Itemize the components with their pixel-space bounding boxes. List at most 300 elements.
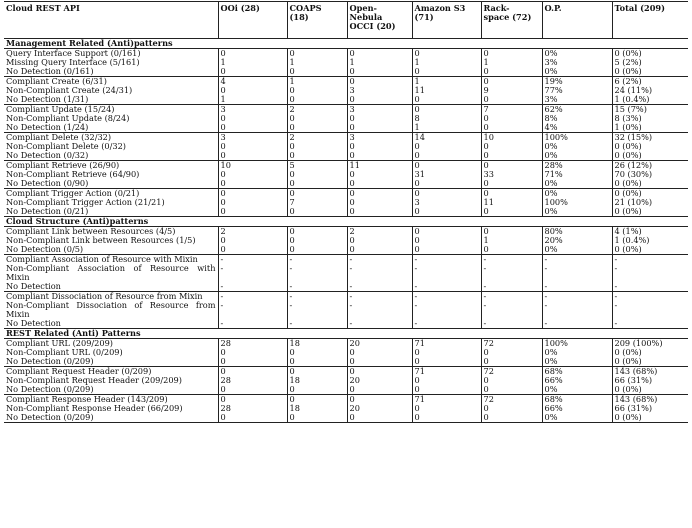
table-cell: 0 bbox=[347, 49, 412, 59]
table-cell: 0 bbox=[218, 123, 287, 133]
table-row bbox=[4, 236, 688, 245]
table-cell: 0 bbox=[481, 179, 542, 189]
table-cell: - bbox=[542, 301, 612, 319]
table-cell: 0% bbox=[542, 357, 612, 367]
table-cell: 0 bbox=[287, 114, 347, 123]
table-cell: 0 bbox=[218, 179, 287, 189]
table-cell: 2 bbox=[218, 227, 287, 237]
table-cell: 0 bbox=[218, 49, 287, 59]
table-cell: 143 (68%) bbox=[612, 395, 688, 405]
table-row bbox=[4, 170, 688, 179]
table-cell: 18 bbox=[287, 376, 347, 385]
row-label: No Detection bbox=[6, 318, 61, 328]
table-cell: 0 (0%) bbox=[612, 357, 688, 367]
table-cell: 24 (11%) bbox=[612, 86, 688, 95]
table-cell: 0 bbox=[218, 170, 287, 179]
column-header: O.P. bbox=[542, 2, 612, 39]
row-label: No Detection (1/24) bbox=[6, 122, 89, 132]
table-cell: - bbox=[218, 319, 287, 329]
table-cell: 0 bbox=[287, 236, 347, 245]
table-cell: 0 bbox=[481, 49, 542, 59]
table-cell: - bbox=[542, 255, 612, 265]
table-cell: 5 (2%) bbox=[612, 58, 688, 67]
table-cell: 71% bbox=[542, 170, 612, 179]
table-cell: 3 bbox=[412, 198, 481, 207]
table-cell: - bbox=[612, 319, 688, 329]
table-cell: 0 bbox=[347, 236, 412, 245]
table-cell: 0 bbox=[347, 95, 412, 105]
table-cell: 0 bbox=[481, 348, 542, 357]
table-cell: 0 bbox=[347, 198, 412, 207]
table-cell: 0 bbox=[347, 245, 412, 255]
row-label: Compliant Association of Resource with Mixin bbox=[4, 255, 218, 265]
row-label: Compliant URL (209/209) bbox=[6, 338, 113, 348]
row-label: No Detection (0/32) bbox=[6, 150, 89, 160]
table-cell: 28 bbox=[218, 376, 287, 385]
table-cell: 0 bbox=[347, 189, 412, 199]
table-cell: 1 bbox=[481, 236, 542, 245]
table-cell: 0 bbox=[481, 404, 542, 413]
table-cell: 0 bbox=[481, 67, 542, 77]
table-cell: 0 bbox=[481, 413, 542, 423]
table-cell: 71 bbox=[412, 395, 481, 405]
table-cell: 0 bbox=[412, 207, 481, 217]
row-label: Non-Compliant Response Header (66/209) bbox=[6, 403, 183, 413]
table-cell: 0 bbox=[287, 227, 347, 237]
section-title: REST Related (Anti) Patterns bbox=[4, 329, 688, 339]
table-cell: - bbox=[612, 255, 688, 265]
table-cell: 2 bbox=[287, 133, 347, 143]
row-label: Compliant Response Header (143/209) bbox=[4, 395, 218, 405]
table-cell: 0 bbox=[481, 385, 542, 395]
table-cell: - bbox=[287, 292, 347, 302]
table-cell: 0 bbox=[347, 367, 412, 377]
table-cell: 26 (12%) bbox=[612, 161, 688, 171]
table-cell: - bbox=[412, 319, 481, 329]
table-cell: - bbox=[287, 255, 347, 265]
row-label: Compliant Dissociation of Resource from Mixin bbox=[4, 292, 218, 302]
table-cell: 0 bbox=[287, 179, 347, 189]
table-cell: 209 (100%) bbox=[612, 339, 688, 349]
table-cell: 80% bbox=[542, 227, 612, 237]
table-cell: - bbox=[481, 319, 542, 329]
table-cell: 0 bbox=[218, 67, 287, 77]
table-cell: 143 (68%) bbox=[612, 367, 688, 377]
table-cell: 0% bbox=[542, 385, 612, 395]
table-cell: - bbox=[481, 282, 542, 292]
table-cell: 0 bbox=[412, 105, 481, 115]
table-cell: - bbox=[287, 301, 347, 319]
table-cell: 0 bbox=[347, 123, 412, 133]
table-cell: 0 bbox=[481, 161, 542, 171]
table-cell: - bbox=[287, 282, 347, 292]
table-cell: 0 bbox=[412, 67, 481, 77]
table-cell: 68% bbox=[542, 367, 612, 377]
table-header bbox=[4, 2, 688, 39]
table-cell: 1 bbox=[412, 77, 481, 87]
table-cell: 0 bbox=[347, 385, 412, 395]
table-cell: 0 bbox=[412, 95, 481, 105]
table-cell: 1 bbox=[287, 77, 347, 87]
table-cell: 1 (0.4%) bbox=[612, 236, 688, 245]
table-cell: 0 bbox=[218, 189, 287, 199]
table-cell: 72 bbox=[481, 339, 542, 349]
table-cell: 10 bbox=[481, 133, 542, 143]
table-cell: 100% bbox=[542, 339, 612, 349]
section-title: Cloud Structure (Anti)patterns bbox=[4, 217, 688, 227]
table-cell: 0 (0%) bbox=[612, 67, 688, 77]
table-cell: 0 bbox=[218, 151, 287, 161]
table-cell: 0 bbox=[481, 376, 542, 385]
row-label: No Detection (0/90) bbox=[6, 178, 89, 188]
table-cell: 0 bbox=[287, 348, 347, 357]
table-cell: 4% bbox=[542, 123, 612, 133]
row-label: No Detection (0/209) bbox=[4, 413, 218, 423]
table-cell: 0 (0%) bbox=[612, 413, 688, 423]
row-label: Non-Compliant Create (24/31) bbox=[6, 85, 133, 95]
table-row bbox=[4, 114, 688, 123]
table-cell: 0 bbox=[218, 348, 287, 357]
table-cell: 0 bbox=[412, 179, 481, 189]
row-label: Missing Query Interface (5/161) bbox=[6, 57, 140, 67]
row-label: Non-Compliant Update (8/24) bbox=[6, 113, 130, 123]
table-cell: 0 bbox=[218, 357, 287, 367]
table-cell: 11 bbox=[481, 198, 542, 207]
results-table-container bbox=[4, 1, 688, 423]
table-cell: 0% bbox=[542, 207, 612, 217]
table-cell: 0 bbox=[481, 77, 542, 87]
table-cell: 62% bbox=[542, 105, 612, 115]
row-label: Non-Compliant Trigger Action (21/21) bbox=[6, 197, 165, 207]
table-row bbox=[4, 58, 688, 67]
table-cell: 77% bbox=[542, 86, 612, 95]
row-label: Non-Compliant Dissociation of Resource from Mixin bbox=[6, 300, 216, 319]
table-cell: 3% bbox=[542, 95, 612, 105]
table-cell: 21 (10%) bbox=[612, 198, 688, 207]
table-cell: 3 bbox=[347, 105, 412, 115]
row-label: No Detection (0/209) bbox=[6, 384, 94, 394]
table-cell: 68% bbox=[542, 395, 612, 405]
table-cell: 0 bbox=[412, 404, 481, 413]
table-cell: - bbox=[218, 301, 287, 319]
table-cell: 14 bbox=[412, 133, 481, 143]
table-cell: 0% bbox=[542, 67, 612, 77]
table-cell: 0 bbox=[412, 49, 481, 59]
column-header: Amazon S3 (71) bbox=[412, 2, 481, 39]
table-cell: 100% bbox=[542, 133, 612, 143]
table-row bbox=[4, 404, 688, 413]
table-cell: 72 bbox=[481, 395, 542, 405]
table-cell: 0 (0%) bbox=[612, 49, 688, 59]
table-cell: 100% bbox=[542, 198, 612, 207]
table-cell: - bbox=[542, 282, 612, 292]
table-cell: - bbox=[287, 264, 347, 282]
table-cell: 0 bbox=[347, 67, 412, 77]
table-cell: 0 bbox=[218, 385, 287, 395]
table-cell: 3 bbox=[218, 105, 287, 115]
row-label: Compliant Update (15/24) bbox=[4, 105, 218, 115]
table-cell: - bbox=[612, 292, 688, 302]
table-cell: 0 bbox=[287, 245, 347, 255]
row-label: No Detection bbox=[6, 281, 61, 291]
table-cell: 0 bbox=[481, 151, 542, 161]
table-row bbox=[4, 413, 688, 423]
table-cell: - bbox=[412, 264, 481, 282]
row-label: Non-Compliant Link between Resources (1/5) bbox=[6, 235, 196, 245]
table-cell: 0 bbox=[412, 227, 481, 237]
table-cell: 5 bbox=[287, 161, 347, 171]
table-cell: 0 bbox=[412, 385, 481, 395]
table-cell: 1 bbox=[347, 58, 412, 67]
table-cell: - bbox=[347, 319, 412, 329]
table-cell: 11 bbox=[412, 86, 481, 95]
results-table bbox=[4, 1, 688, 423]
table-cell: 0 bbox=[347, 395, 412, 405]
table-cell: - bbox=[481, 264, 542, 282]
section-title: Management Related (Anti)patterns bbox=[4, 39, 688, 49]
section-header-row bbox=[4, 329, 688, 339]
table-cell: 0% bbox=[542, 245, 612, 255]
table-cell: 0% bbox=[542, 49, 612, 59]
table-row bbox=[4, 376, 688, 385]
table-cell: 0 (0%) bbox=[612, 385, 688, 395]
table-cell: 28 bbox=[218, 339, 287, 349]
table-cell: 2 bbox=[347, 227, 412, 237]
table-cell: 0 bbox=[412, 348, 481, 357]
column-header: Cloud REST API bbox=[4, 2, 218, 39]
table-cell: 0 bbox=[287, 49, 347, 59]
table-cell: 0 bbox=[218, 367, 287, 377]
column-header: Rack- space (72) bbox=[481, 2, 542, 39]
table-cell: 7 bbox=[287, 198, 347, 207]
row-label: Compliant Link between Resources (4/5) bbox=[6, 226, 176, 236]
table-cell: - bbox=[347, 292, 412, 302]
table-cell: 0 (0%) bbox=[612, 245, 688, 255]
table-cell: 0 bbox=[412, 142, 481, 151]
table-cell: 0 bbox=[412, 357, 481, 367]
table-row bbox=[4, 198, 688, 207]
table-cell: 20 bbox=[347, 404, 412, 413]
column-header: OOi (28) bbox=[218, 2, 287, 39]
table-cell: 2 bbox=[287, 105, 347, 115]
table-cell: 0% bbox=[542, 189, 612, 199]
table-cell: - bbox=[287, 319, 347, 329]
table-cell: - bbox=[481, 292, 542, 302]
table-cell: 0 bbox=[481, 114, 542, 123]
table-cell: 0 bbox=[347, 179, 412, 189]
table-cell: - bbox=[542, 292, 612, 302]
table-cell: - bbox=[481, 255, 542, 265]
table-cell: 0 bbox=[287, 142, 347, 151]
table-cell: - bbox=[412, 255, 481, 265]
table-cell: 9 bbox=[481, 86, 542, 95]
header-row bbox=[4, 2, 688, 39]
table-cell: 0 bbox=[481, 207, 542, 217]
table-cell: 0 (0%) bbox=[612, 151, 688, 161]
row-label: Compliant Trigger Action (0/21) bbox=[4, 189, 218, 199]
table-row bbox=[4, 86, 688, 95]
table-cell: 0 bbox=[218, 413, 287, 423]
table-cell: 0 bbox=[347, 357, 412, 367]
table-cell: 0 bbox=[218, 395, 287, 405]
table-cell: 28 bbox=[218, 404, 287, 413]
table-cell: 0 bbox=[412, 161, 481, 171]
row-label: Compliant Create (6/31) bbox=[4, 77, 218, 87]
table-cell: 66 (31%) bbox=[612, 376, 688, 385]
table-cell: 1 bbox=[218, 95, 287, 105]
table-cell: 0% bbox=[542, 151, 612, 161]
table-cell: 4 bbox=[218, 77, 287, 87]
table-cell: 0% bbox=[542, 413, 612, 423]
table-cell: 3% bbox=[542, 58, 612, 67]
table-cell: - bbox=[347, 282, 412, 292]
table-cell: 0 bbox=[218, 207, 287, 217]
table-cell: 8 bbox=[412, 114, 481, 123]
column-header: Total (209) bbox=[612, 2, 688, 39]
table-cell: 0 bbox=[287, 357, 347, 367]
column-header: Open- Nebula OCCI (20) bbox=[347, 2, 412, 39]
table-cell: 0% bbox=[542, 179, 612, 189]
table-cell: 15 (7%) bbox=[612, 105, 688, 115]
table-cell: 0 bbox=[287, 151, 347, 161]
table-cell: 18 bbox=[287, 404, 347, 413]
table-cell: 0 bbox=[481, 189, 542, 199]
table-cell: 0 bbox=[287, 67, 347, 77]
table-cell: 0 bbox=[287, 189, 347, 199]
table-cell: 1 bbox=[412, 123, 481, 133]
table-cell: - bbox=[347, 301, 412, 319]
row-label: Compliant Request Header (0/209) bbox=[4, 367, 218, 377]
table-cell: 0 bbox=[287, 207, 347, 217]
table-cell: 0 bbox=[481, 95, 542, 105]
table-cell: 0 bbox=[218, 198, 287, 207]
table-cell: 8 (3%) bbox=[612, 114, 688, 123]
table-cell: 1 bbox=[412, 58, 481, 67]
table-cell: - bbox=[412, 301, 481, 319]
table-cell: 1 (0%) bbox=[612, 123, 688, 133]
table-cell: - bbox=[481, 301, 542, 319]
table-cell: 0 bbox=[347, 114, 412, 123]
table-cell: 20 bbox=[347, 376, 412, 385]
table-cell: 3 bbox=[347, 133, 412, 143]
table-cell: 0 bbox=[287, 95, 347, 105]
row-label: No Detection (0/209) bbox=[6, 356, 94, 366]
table-cell: 0 bbox=[287, 123, 347, 133]
row-label: Non-Compliant Retrieve (64/90) bbox=[6, 169, 140, 179]
table-cell: - bbox=[542, 319, 612, 329]
table-cell: 20% bbox=[542, 236, 612, 245]
table-cell: - bbox=[412, 292, 481, 302]
table-cell: 10 bbox=[218, 161, 287, 171]
table-cell: 3 bbox=[218, 133, 287, 143]
column-header: COAPS (18) bbox=[287, 2, 347, 39]
table-cell: 0% bbox=[542, 348, 612, 357]
table-cell: 0 bbox=[412, 413, 481, 423]
table-cell: 0 bbox=[481, 123, 542, 133]
table-cell: 0 bbox=[347, 207, 412, 217]
table-cell: 0 bbox=[287, 86, 347, 95]
table-cell: 1 bbox=[481, 58, 542, 67]
table-cell: 0 bbox=[412, 189, 481, 199]
table-cell: - bbox=[542, 264, 612, 282]
table-cell: - bbox=[218, 264, 287, 282]
table-cell: - bbox=[412, 282, 481, 292]
table-cell: 71 bbox=[412, 367, 481, 377]
table-cell: - bbox=[347, 255, 412, 265]
row-label: Non-Compliant URL (0/209) bbox=[6, 347, 123, 357]
table-cell: 8% bbox=[542, 114, 612, 123]
table-cell: - bbox=[612, 282, 688, 292]
table-cell: - bbox=[612, 264, 688, 282]
table-cell: - bbox=[218, 292, 287, 302]
row-label: Non-Compliant Request Header (209/209) bbox=[6, 375, 182, 385]
table-row bbox=[4, 142, 688, 151]
table-cell: 0 bbox=[412, 245, 481, 255]
table-cell: 70 (30%) bbox=[612, 170, 688, 179]
table-cell: 18 bbox=[287, 339, 347, 349]
table-cell: 0 bbox=[218, 245, 287, 255]
table-cell: 72 bbox=[481, 367, 542, 377]
table-cell: 66% bbox=[542, 404, 612, 413]
table-cell: 3 bbox=[347, 86, 412, 95]
table-cell: - bbox=[612, 301, 688, 319]
row-label: No Detection (0/21) bbox=[6, 206, 89, 216]
table-row bbox=[4, 264, 688, 282]
table-cell: 20 bbox=[347, 339, 412, 349]
table-cell: 0 bbox=[218, 86, 287, 95]
row-label: No Detection (0/161) bbox=[6, 66, 94, 76]
table-cell: 0 (0%) bbox=[612, 142, 688, 151]
table-cell: 0 bbox=[481, 245, 542, 255]
row-label: No Detection (0/5) bbox=[6, 244, 84, 254]
table-cell: 0 (0%) bbox=[612, 348, 688, 357]
row-label: Compliant Retrieve (26/90) bbox=[4, 161, 218, 171]
table-cell: 0% bbox=[542, 142, 612, 151]
table-cell: 6 (2%) bbox=[612, 77, 688, 87]
table-cell: 1 bbox=[287, 58, 347, 67]
table-cell: 0 bbox=[287, 170, 347, 179]
table-cell: 0 bbox=[481, 357, 542, 367]
table-cell: - bbox=[218, 255, 287, 265]
table-cell: 4 (1%) bbox=[612, 227, 688, 237]
table-cell: 0 bbox=[412, 151, 481, 161]
table-cell: 66% bbox=[542, 376, 612, 385]
table-cell: - bbox=[347, 264, 412, 282]
section-header-row bbox=[4, 217, 688, 227]
table-cell: 28% bbox=[542, 161, 612, 171]
row-label: Non-Compliant Association of Resource with Mixin bbox=[6, 263, 216, 282]
table-cell: 0 (0%) bbox=[612, 179, 688, 189]
table-cell: 0 bbox=[347, 77, 412, 87]
table-cell: 0 bbox=[287, 367, 347, 377]
table-cell: 0 bbox=[218, 236, 287, 245]
row-label: No Detection (1/31) bbox=[6, 94, 89, 104]
table-body bbox=[4, 39, 688, 423]
table-cell: 0 bbox=[347, 170, 412, 179]
table-cell: 0 bbox=[218, 142, 287, 151]
table-cell: 0 bbox=[347, 151, 412, 161]
table-cell: 11 bbox=[347, 161, 412, 171]
row-label: Query Interface Support (0/161) bbox=[6, 48, 141, 58]
table-cell: 7 bbox=[481, 105, 542, 115]
table-cell: 0 bbox=[218, 114, 287, 123]
table-cell: 0 (0%) bbox=[612, 189, 688, 199]
table-cell: 0 (0%) bbox=[612, 207, 688, 217]
table-cell: - bbox=[218, 282, 287, 292]
table-cell: 0 bbox=[481, 227, 542, 237]
table-cell: 0 bbox=[412, 376, 481, 385]
table-row bbox=[4, 348, 688, 357]
